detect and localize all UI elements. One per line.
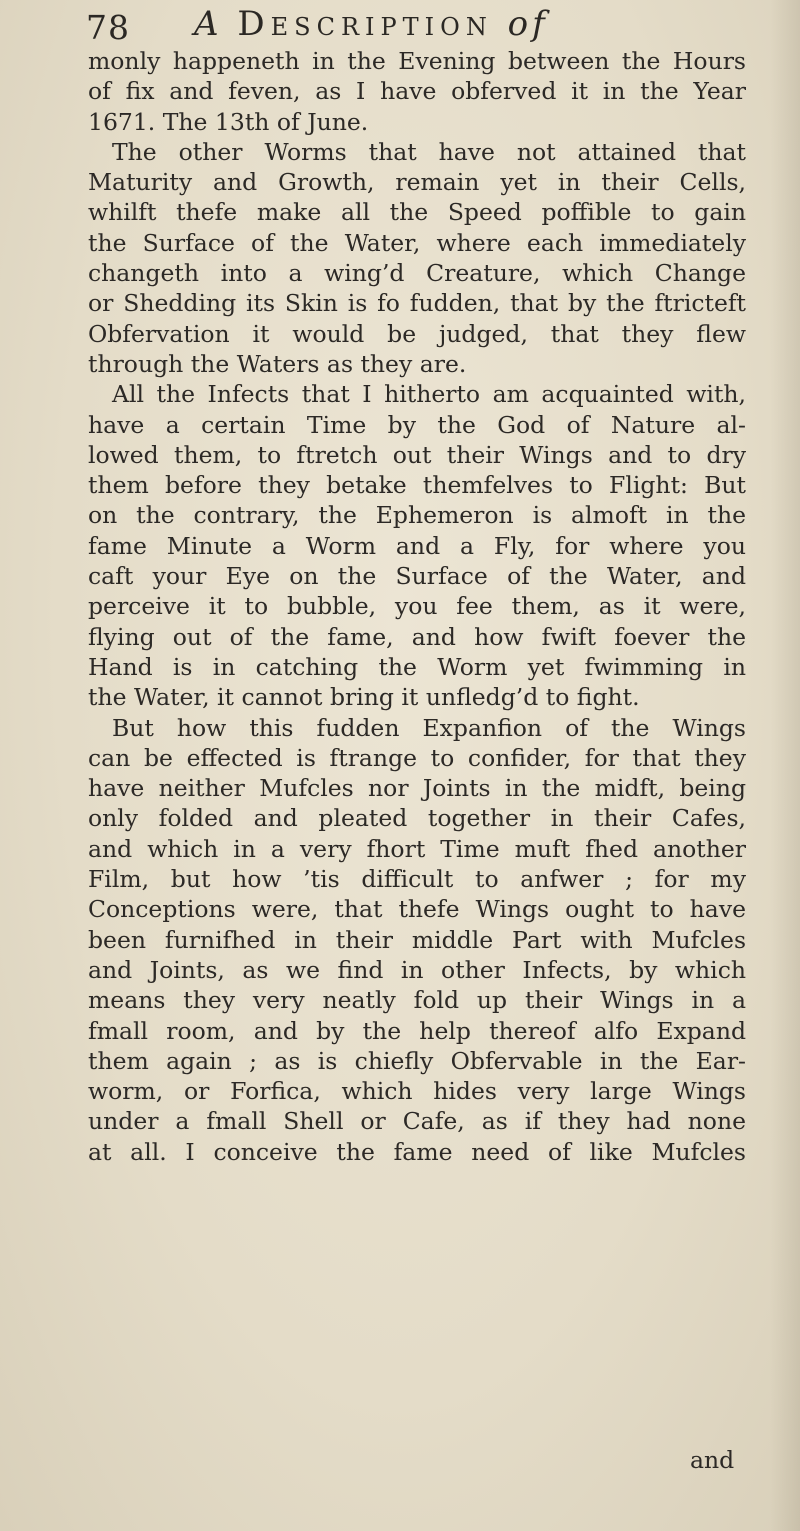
text-line: only folded and pleated together in their Cafes, [88,804,746,833]
text-line: All the Infects that I hitherto am acquainted with, [112,380,746,409]
running-title-prefix: A [194,4,238,44]
text-line: Obfervation it would be judged, that they flew [88,319,746,348]
text-line: Film, but how ’tis difficult to anfwer ; for my [88,865,746,894]
text-line: flying out of the fame, and how fwift foever the [88,622,746,651]
text-line: worm, or Forfica, which hides very large Wings [88,1077,746,1106]
text-line: the Surface of the Water, where each immediately [88,228,746,257]
text-line: Hand is in catching the Worm yet fwimming in [88,652,746,681]
text-line: The other Worms that have not attained that [112,137,746,166]
text-line: been furnifhed in their middle Part with Mufcles [88,925,746,954]
text-line: lowed them, to ftretch out their Wings and to dry [88,440,746,469]
body-text [88,46,746,1167]
running-title [194,4,549,44]
text-line: and which in a very fhort Time muft fhed another [88,834,746,863]
running-title-suffix: of [492,4,549,44]
text-line: means they very neatly fold up their Wings in a [88,986,746,1015]
text-line: on the contrary, the Ephemeron is almoft in the [88,501,746,530]
text-line: 1671. The 13th of June. [88,107,369,136]
text-line: them again ; as is chiefly Obfervable in the Ear- [88,1046,746,1075]
text-line: and Joints, as we find in other Infects, by which [88,955,746,984]
text-line: have a certain Time by the God of Nature al- [88,410,746,439]
text-line: But how this fudden Expanfion of the Wings [112,713,746,742]
text-line: whilft thefe make all the Speed poffible to gain [88,198,746,227]
text-line: them before they betake themfelves to Flight: But [88,471,746,500]
page-number: 78 [86,8,130,47]
text-line: changeth into a wing’d Creature, which Change [88,259,746,288]
text-line: caft your Eye on the Surface of the Water, and [88,562,746,591]
text-line: at all. I conceive the fame need of like Mufcles [88,1137,746,1166]
text-line: Conceptions were, that thefe Wings ought to have [88,895,746,924]
text-line: or Shedding its Skin is fo fudden, that by the ftricteft [88,289,746,318]
text-line: of fix and feven, as I have obferved it in the Year [88,77,746,106]
catchword: and [690,1446,735,1474]
text-line: through the Waters as they are. [88,349,467,378]
text-line: fmall room, and by the help thereof alfo Expand [88,1016,746,1045]
page-edge-shadow [770,0,800,1531]
text-line: have neither Mufcles nor Joints in the midft, being [88,774,746,803]
running-head [86,4,786,52]
text-line: can be effected is ftrange to confider, for that they [88,743,746,772]
text-line: the Water, it cannot bring it unfledg’d to fight. [88,683,640,712]
text-line: under a fmall Shell or Cafe, as if they had none [88,1107,746,1136]
text-line: Maturity and Growth, remain yet in their Cells, [88,168,746,197]
running-title-main: Description [237,4,493,44]
text-line: monly happeneth in the Evening between the Hours [88,47,746,75]
text-line: fame Minute a Worm and a Fly, for where you [88,531,746,560]
text-line: perceive it to bubble, you fee them, as it were, [88,592,746,621]
